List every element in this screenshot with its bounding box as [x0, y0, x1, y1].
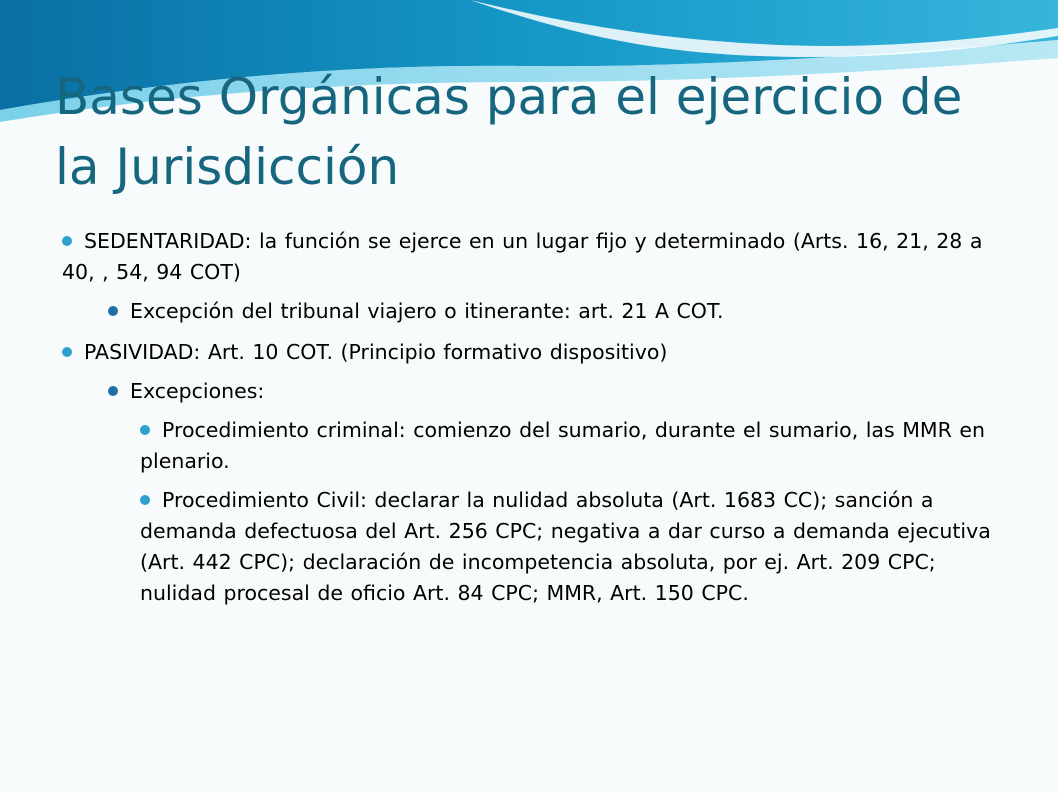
list-item-text: SEDENTARIDAD: la función se ejerce en un lugar fijo y determinado (Arts. 16, 21, 28 a 40, , 54, 94 COT) — [62, 229, 983, 284]
list-item — [140, 407, 992, 477]
bullet-dot-icon — [108, 306, 118, 316]
list-item-text: Excepciones: — [130, 379, 265, 403]
list-item — [62, 226, 992, 288]
bullet-list — [62, 226, 992, 609]
list-item-text: Procedimiento criminal: comienzo del sumario, durante el sumario, las MMR en plenario. — [140, 418, 985, 473]
list-item-text: Procedimiento Civil: declarar la nulidad absoluta (Art. 1683 CC); sanción a demanda defectuosa del Art. 256 CPC; negativa a dar curso a demanda ejecutiva (Art. 442 CPC); declaración de incompetencia absoluta, por ej. Art. 209 CPC; nulidad procesal de oficio Art. 84 CPC; MMR, Art. 150 CPC. — [140, 488, 991, 605]
bullet-dot-icon — [140, 495, 150, 505]
bullet-dot-icon — [62, 236, 72, 246]
bullet-dot-icon — [62, 347, 72, 357]
list-item-text: PASIVIDAD: Art. 10 COT. (Principio formativo dispositivo) — [84, 340, 668, 364]
list-item-text: Excepción del tribunal viajero o itinerante: art. 21 A COT. — [130, 299, 724, 323]
bullet-dot-icon — [140, 425, 150, 435]
list-item — [62, 327, 992, 368]
slide-title: Bases Orgánicas para el ejercicio de la Jurisdicción — [55, 68, 963, 196]
list-item — [108, 288, 992, 327]
list-item — [108, 368, 992, 407]
list-item — [140, 477, 992, 609]
bullet-dot-icon — [108, 386, 118, 396]
